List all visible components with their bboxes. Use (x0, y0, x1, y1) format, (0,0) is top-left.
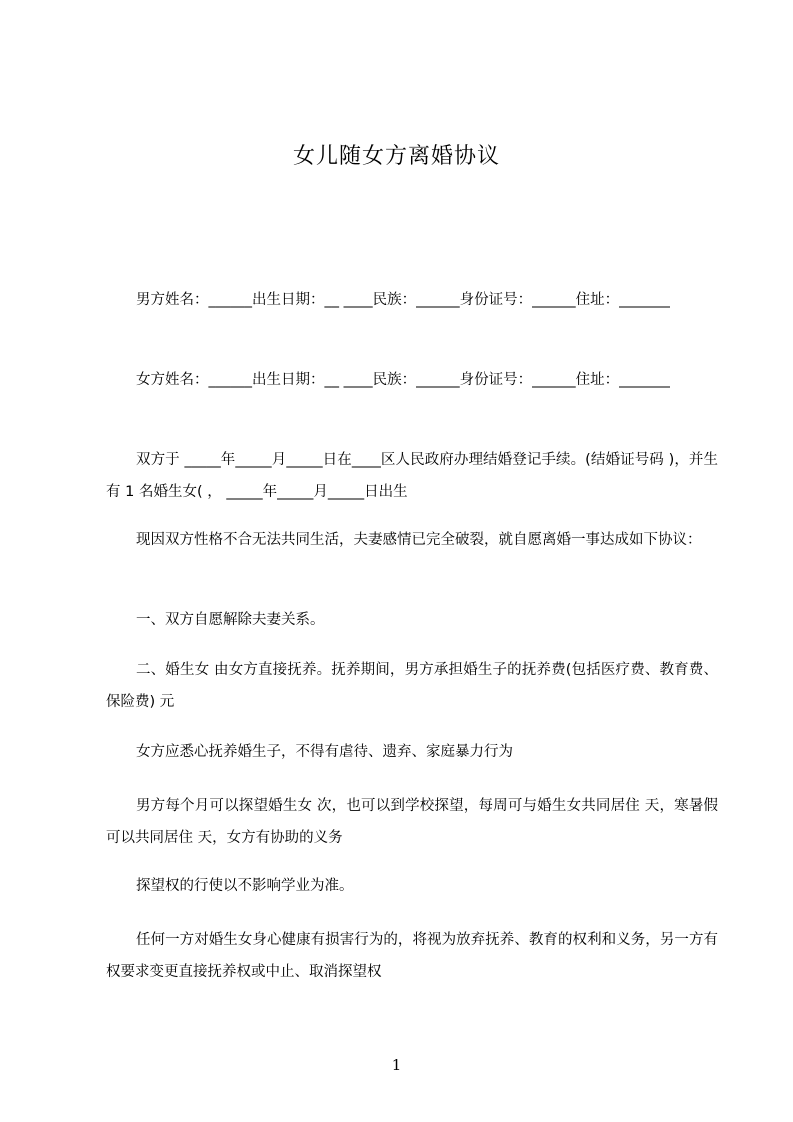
paragraph-husband-info: 男方姓名：______出生日期：__ ____民族：______身份证号：______住址：_______ (136, 292, 670, 308)
paragraph-visitation: 男方每个月可以探望婚生女 次，也可以到学校探望，每周可与婚生女共同居住 天，寒暑假可以共同居住 天，女方有协助的义务 (106, 798, 718, 846)
paragraph-care-duty: 女方应悉心抚养婚生子，不得有虐待、遗弃、家庭暴力行为 (136, 744, 513, 760)
paragraph-clause-2: 二、婚生女 由女方直接抚养。抚养期间，男方承担婚生子的抚养费(包括医疗费、教育费、保险费) 元 (106, 662, 718, 710)
paragraph-divorce-reason: 现因双方性格不合无法共同生活，夫妻感情已完全破裂，就自愿离婚一事达成如下协议： (136, 532, 702, 548)
page-number: 1 (391, 1056, 402, 1074)
paragraph-marriage-registration: 双方于 _____年_____月_____日在____区人民政府办理结婚登记手续。(结婚证号码 )，并生有 1 名婚生女( ， _____年_____月_____日出生 (106, 452, 718, 500)
paragraph-wife-info: 女方姓名：______出生日期：__ ____民族：______身份证号：______住址：_______ (136, 372, 670, 388)
paragraph-visitation-condition: 探望权的行使以不影响学业为准。 (136, 878, 354, 894)
paragraph-clause-1: 一、双方自愿解除夫妻关系。 (136, 612, 325, 628)
paragraph-harm-clause: 任何一方对婚生女身心健康有损害行为的，将视为放弃抚养、教育的权利和义务，另一方有权要求变更直接抚养权或中止、取消探望权 (106, 932, 718, 980)
document-title: 女儿随女方离婚协议 (292, 144, 500, 169)
